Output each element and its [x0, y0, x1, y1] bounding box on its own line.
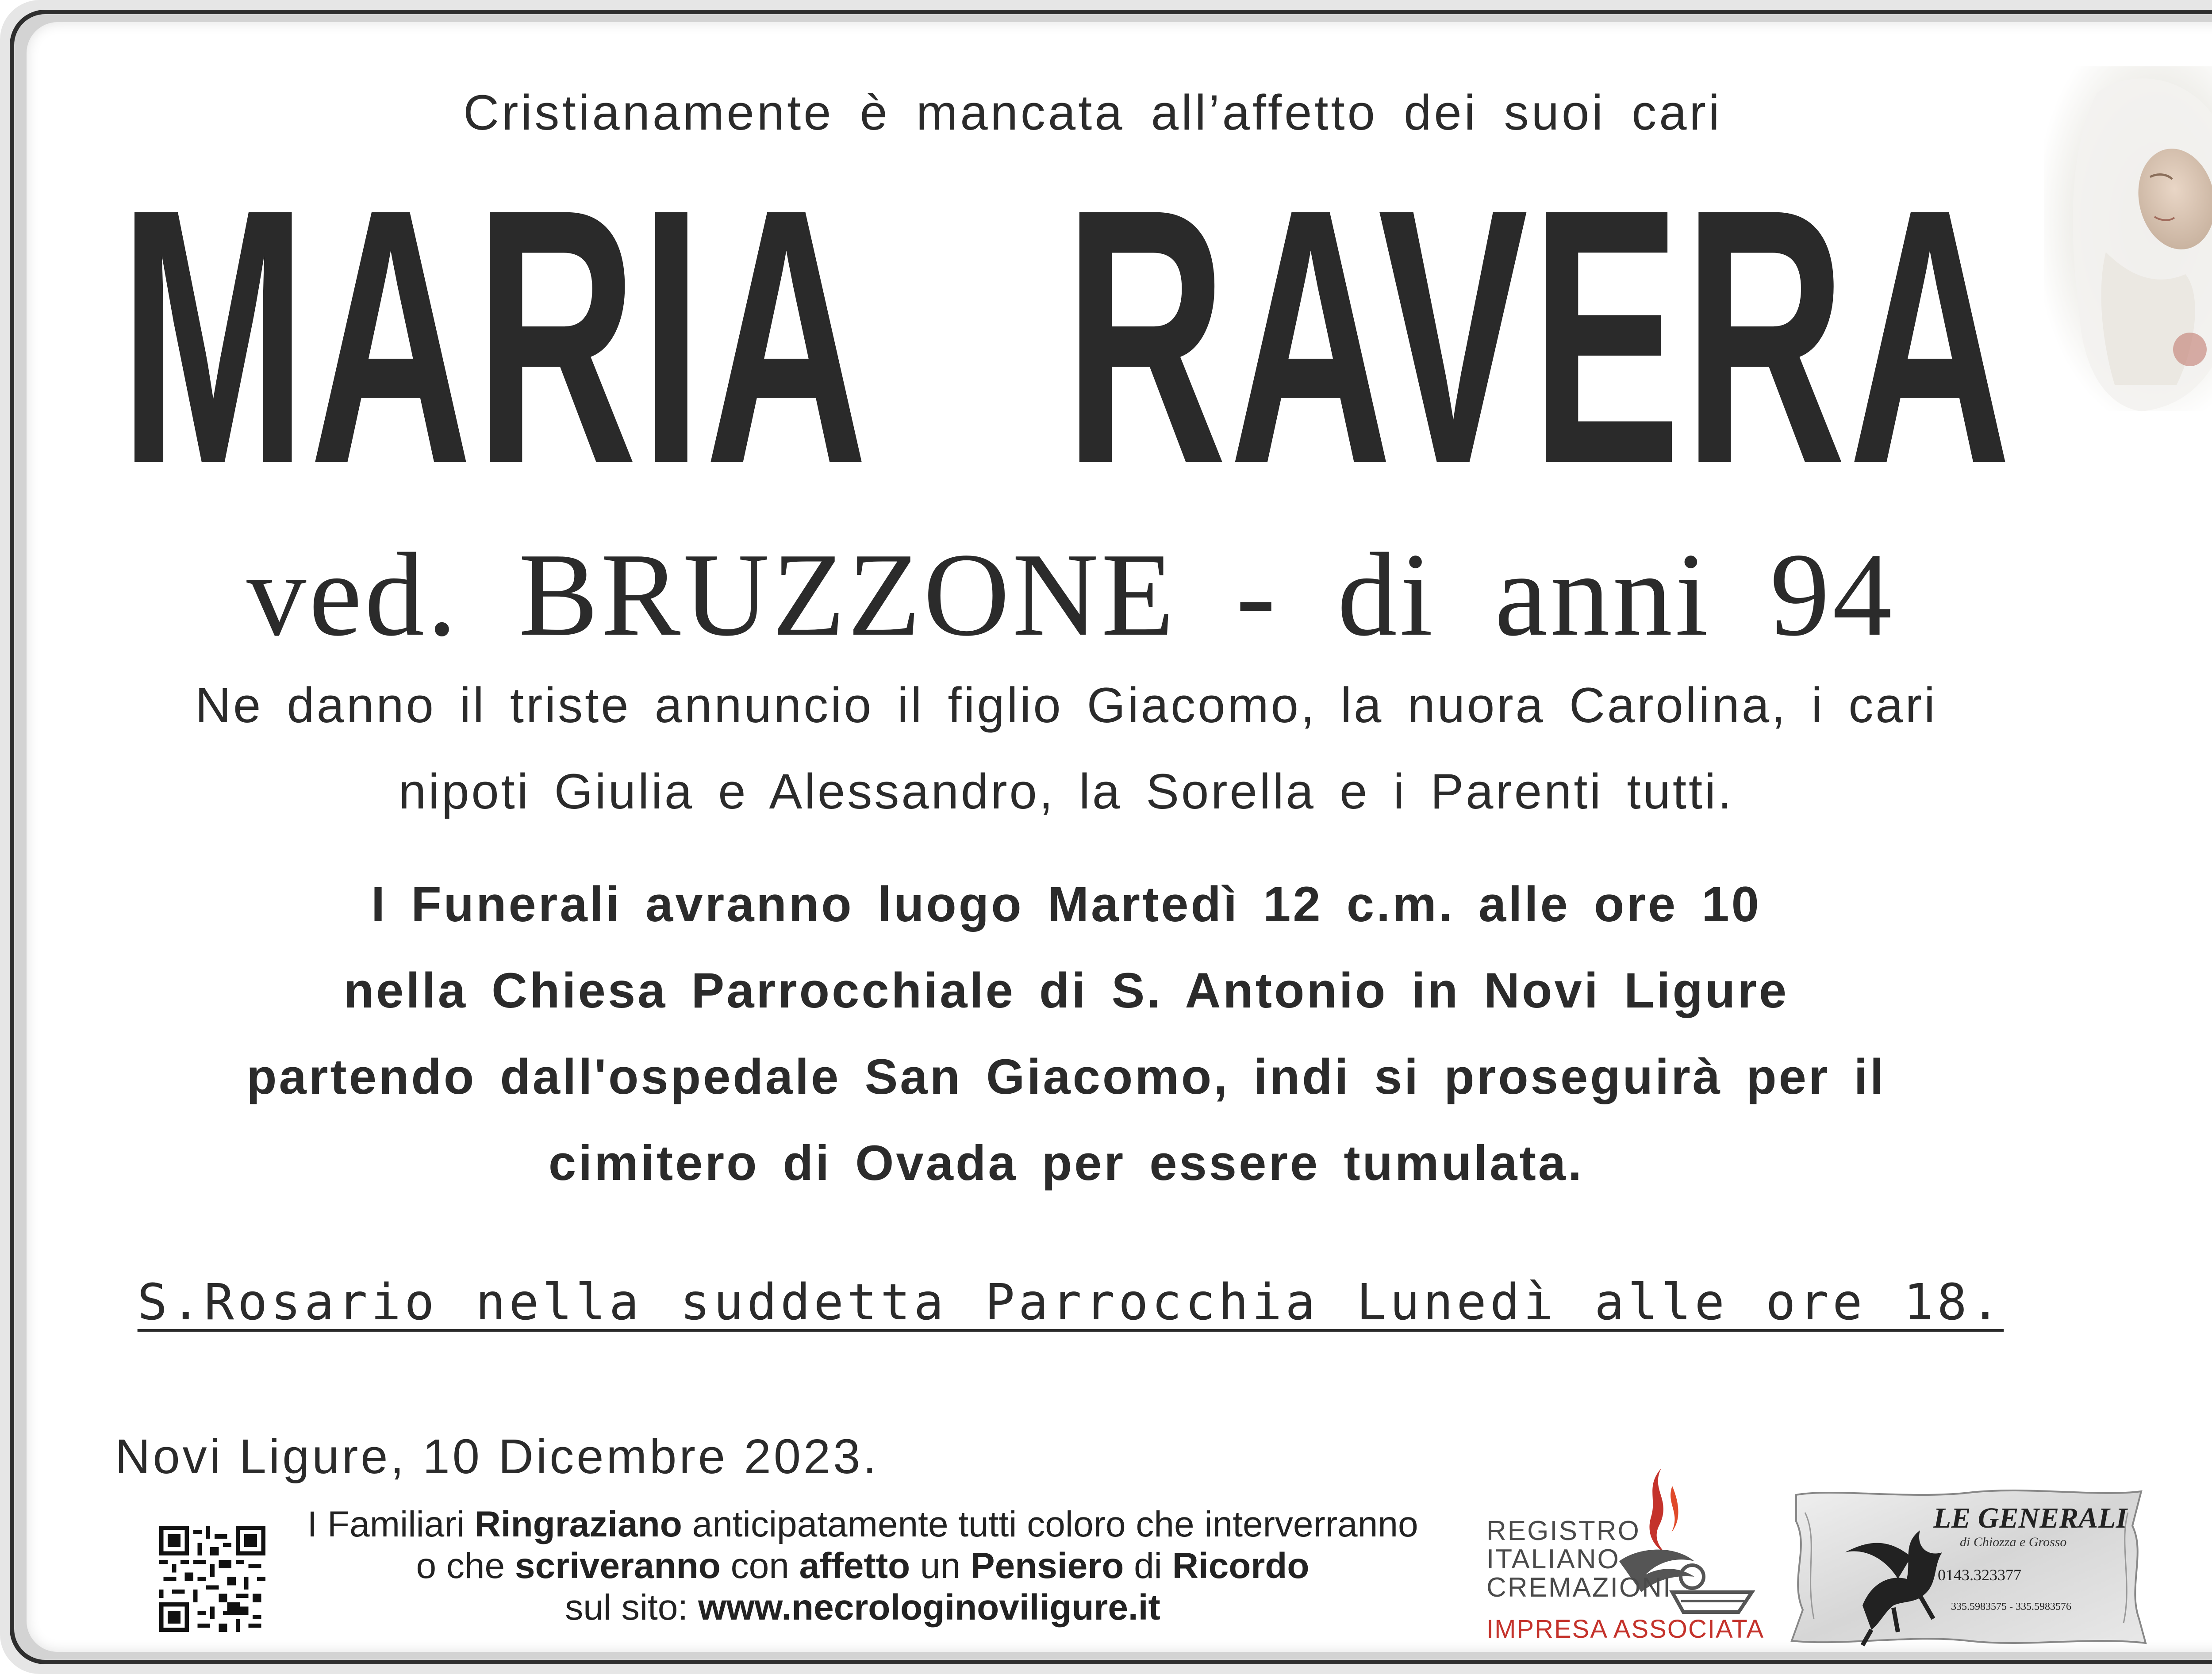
registro-line-3: CREMAZIONI: [1486, 1572, 1672, 1603]
madonna-image: [2044, 66, 2212, 411]
thanks-text: con: [720, 1546, 799, 1586]
thanks-bold: affetto: [799, 1546, 910, 1586]
thanks-bold: Ringraziano: [474, 1504, 682, 1544]
thanks-text: o che: [416, 1546, 515, 1586]
deceased-name: MARIA RAVERA: [119, 134, 2014, 539]
qr-code-icon[interactable]: [159, 1526, 265, 1632]
thanks-line-2: [274, 1545, 1451, 1587]
announcement-line-2: nipoti Giulia e Alessandro, la Sorella e i Parenti tutti.: [398, 764, 1734, 819]
funeral-line-3: partendo dall'ospedale San Giacomo, indi si proseguirà per il: [246, 1049, 1886, 1104]
funeral-line-4: cimitero di Ovada per essere tumulata.: [548, 1135, 1584, 1191]
le-generali-title: LE GENERALI: [1933, 1502, 2128, 1534]
thanks-line-1: [274, 1504, 1451, 1545]
thanks-bold: Pensiero: [970, 1546, 1124, 1586]
notice-sheet: [27, 22, 2212, 1652]
thanks-text: sul sito:: [565, 1587, 698, 1628]
thanks-text: I Familiari: [307, 1504, 475, 1544]
funeral-line-2: nella Chiesa Parrocchiale di S. Antonio in Novi Ligure: [343, 963, 1789, 1018]
rosary-text: S.Rosario nella suddetta Parrocchia Lunedì alle ore 18.: [137, 1274, 2004, 1331]
thanks-text: anticipatamente tutti coloro che interverranno: [682, 1504, 1418, 1544]
le-generali-phone: 0143.323377: [1938, 1566, 2021, 1584]
le-generali-mobiles: 335.5983575 - 335.5983576: [1951, 1601, 2071, 1613]
website-link[interactable]: www.necrologinoviligure.it: [698, 1587, 1160, 1628]
funeral-line-1: I Funerali avranno luogo Martedì 12 c.m. alle ore 10: [371, 877, 1761, 932]
thanks-line-3: [274, 1587, 1451, 1628]
thanks-text: un: [910, 1546, 971, 1586]
place-and-date: Novi Ligure, 10 Dicembre 2023.: [115, 1429, 879, 1484]
thanks-message: [274, 1504, 1451, 1628]
intro-line: Cristianamente è mancata all’affetto dei suoi cari: [463, 85, 1722, 140]
impresa-associata: IMPRESA ASSOCIATA: [1486, 1615, 1765, 1643]
thanks-bold: scriveranno: [515, 1546, 721, 1586]
rosary-notice: [27, 1274, 2115, 1331]
announcement-line-1: Ne danno il triste annuncio il figlio Giacomo, la nuora Carolina, i cari: [195, 678, 1937, 733]
registro-line-1: REGISTRO: [1486, 1516, 1640, 1546]
registro-line-2: ITALIANO: [1486, 1544, 1620, 1574]
thanks-bold: Ricordo: [1172, 1546, 1310, 1586]
widow-and-age: ved. BRUZZONE - di anni 94: [246, 529, 1895, 661]
le-generali-subtitle: di Chiozza e Grosso: [1960, 1535, 2067, 1549]
registro-text: [1486, 1517, 1672, 1602]
thanks-text: di: [1124, 1546, 1172, 1586]
